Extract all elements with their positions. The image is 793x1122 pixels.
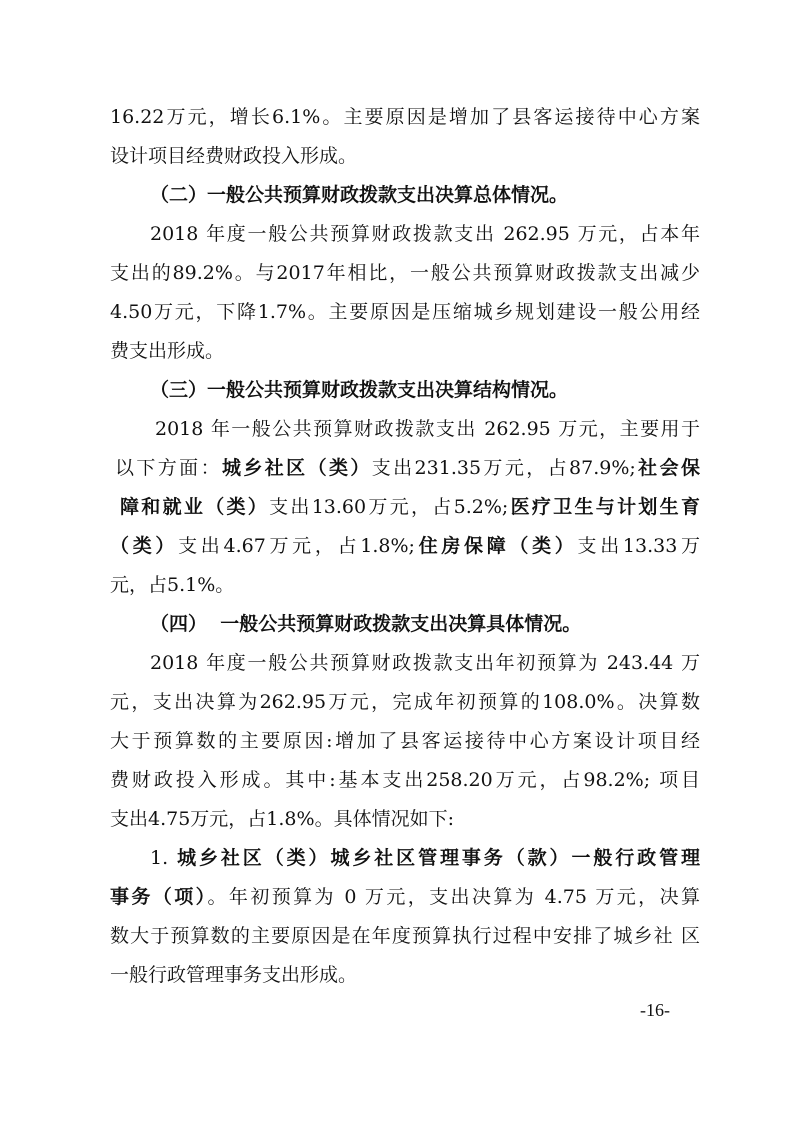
text-segment: 支出13.33万 [577,535,700,557]
item-1-title-part-2: 事务（项） [110,886,208,908]
section-heading-2: （二）一般公共预算财政拨款支出决算总体情况。 [150,184,569,206]
page-number: -16- [640,1000,670,1020]
paragraph-4-line-3: 大于预算数的主要原因:增加了县客运接待中心方案设计项目经 [110,730,700,752]
paragraph-2-line-4: 费支出形成。 [110,340,225,362]
text-segment: 支出13.60万元，占5.2%; [269,496,509,518]
item-1-line-3: 数大于预算数的主要原因是在年度预算执行过程中安排了城乡社 区 [110,925,700,947]
paragraph-4-line-1: 2018 年度一般公共预算财政拨款支出年初预算为 243.44 万 [150,652,700,674]
text-segment: 支出4.67万元，占1.8%; [178,535,415,557]
text-segment: 以下方面： [115,457,222,479]
section-heading-3: （三）一般公共预算财政拨款支出决算结构情况。 [150,379,569,401]
category-healthcare-part-1: 医疗卫生与计划生育 [508,496,700,518]
paragraph-1-line-1: 16.22万元，增长6.1%。主要原因是增加了县客运接待中心方案 [110,106,700,128]
paragraph-4-line-4: 费财政投入形成。其中:基本支出258.20万元，占98.2%; 项目 [110,769,700,791]
item-1-line-4: 一般行政管理事务支出形成。 [110,964,358,986]
category-social-security-part-2: 障和就业（类） [120,496,270,518]
item-number: 1. [150,847,178,869]
category-healthcare-part-2: （类） [110,535,179,557]
paragraph-1-line-2: 设计项目经费财政投入形成。 [110,145,358,167]
category-social-security-part-1: 社会保 [635,457,700,479]
paragraph-3-line-3 [120,494,700,520]
item-1-title-part-1: 城乡社区（类）城乡社区管理事务（款）一般行政管理 [177,847,700,869]
paragraph-2-line-3: 4.50万元，下降1.7%。主要原因是压缩城乡规划建设一般公用经 [110,301,700,323]
paragraph-4-line-5: 支出4.75万元，占1.8%。具体情况如下: [110,808,454,830]
paragraph-4-line-2: 元，支出决算为262.95万元，完成年初预算的108.0%。决算数 [110,691,700,713]
text-segment: 。年初预算为 0 万元，支出决算为 4.75 万元，决算 [207,886,700,908]
paragraph-3-line-1: 2018 年一般公共预算财政拨款支出 262.95 万元，主要用于 [155,418,700,440]
paragraph-2-line-1: 2018 年度一般公共预算财政拨款支出 262.95 万元，占本年 [150,223,700,245]
paragraph-3-line-2 [115,455,700,481]
text-segment: 支出231.35万元，占87.9%; [371,457,636,479]
paragraph-3-line-4 [110,533,700,559]
category-housing: 住房保障（类） [414,535,578,557]
item-1-line-2 [110,884,700,910]
paragraph-3-line-5: 元，占5.1%。 [110,574,235,596]
item-1-line-1 [150,845,700,871]
category-urban-rural: 城乡社区（类） [221,457,372,479]
paragraph-2-line-2: 支出的89.2%。与2017年相比，一般公共预算财政拨款支出减少 [110,262,700,284]
section-heading-4: （四） 一般公共预算财政拨款支出决算具体情况。 [150,613,582,635]
